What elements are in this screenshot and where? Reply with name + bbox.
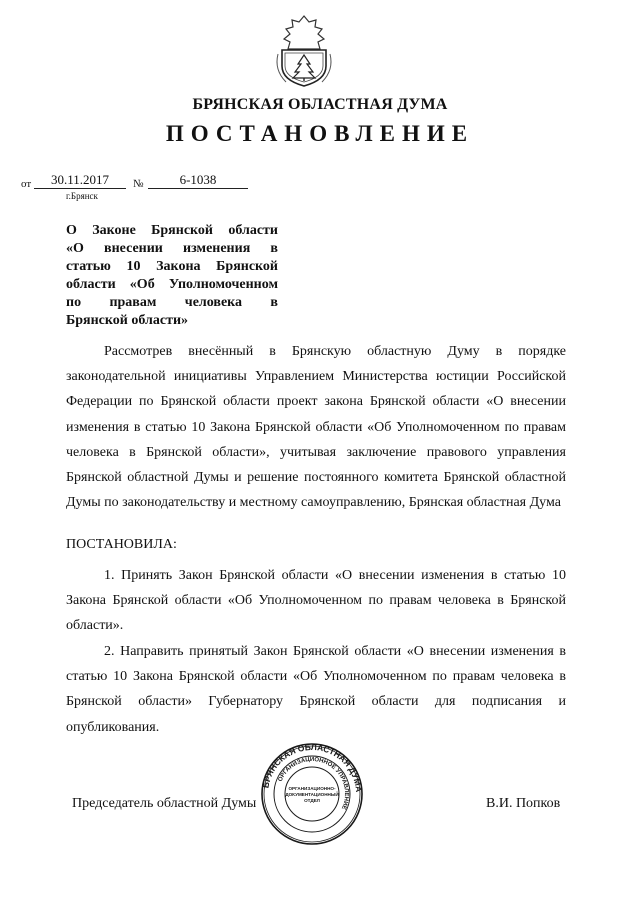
title-line: области «Об Уполномоченном <box>66 277 278 292</box>
resolution-item-2 <box>66 639 566 740</box>
seal-center-line: ДОКУМЕНТАЦИОННЫЙ <box>285 792 339 797</box>
signatory-name: В.И. Попков <box>486 796 561 811</box>
preamble-section <box>66 339 566 515</box>
item-text: 2. Направить принятый Закон Брянской области «О внесении изменения в статью 10 Закона Брянской области «Об Уполномоченном по правам человека в Брянской области» Губернатору Брянской области для подписания и опубликования. <box>66 644 566 735</box>
date-label: от <box>21 178 32 190</box>
document-date: 30.11.2017 <box>34 172 126 189</box>
official-seal-stamp <box>260 742 364 846</box>
document-type: ПОСТАНОВЛЕНИЕ <box>165 121 475 146</box>
title-line: статью 10 Закона Брянской <box>66 259 278 274</box>
resolved-heading: ПОСТАНОВИЛА: <box>66 537 177 552</box>
organization-name: БРЯНСКАЯ ОБЛАСТНАЯ ДУМА <box>192 96 448 113</box>
title-line: по правам человека в <box>66 295 278 310</box>
seal-center-line: ОТДЕЛ <box>304 798 320 803</box>
title-line: «О внесении изменения в <box>66 241 278 256</box>
seal-center-line: ОРГАНИЗАЦИОННО- <box>288 786 336 791</box>
title-line: О Законе Брянской области <box>66 223 278 238</box>
number-label: № <box>133 178 144 190</box>
document-number: 6-1038 <box>148 172 248 189</box>
city-label: г.Брянск <box>66 191 98 201</box>
signatory-position: Председатель областной Думы <box>72 796 257 811</box>
seal-outer-text: БРЯНСКАЯ ОБЛАСТНАЯ ДУМА <box>260 742 364 793</box>
seal-middle-text: ОРГАНИЗАЦИОННОЕ УПРАВЛЕНИЕ <box>277 756 350 811</box>
coat-of-arms-icon <box>272 14 336 88</box>
item-text: 1. Принять Закон Брянской области «О внесении изменения в статью 10 Закона Брянской области «Об Уполномоченном по правам человека в Брянской области». <box>66 568 566 634</box>
document-title <box>66 222 278 330</box>
title-line: Брянской области» <box>66 313 189 328</box>
preamble-paragraph: Рассмотрев внесённый в Брянскую областную Думу в порядке законодательной инициативы Управлением Министерства юстиции Российской Федерации по Брянской области проект закона Брянской области «О внесении изменения в статью 10 Закона Брянской области «Об Уполномоченном по правам человека в Брянской области», учитывая заключение правового управления Брянской областной Думы и решение постоянного комитета Брянской областной Думы по законодательству и местному самоуправлению, Брянская областная Дума <box>66 344 566 511</box>
resolution-item-1 <box>66 563 566 639</box>
